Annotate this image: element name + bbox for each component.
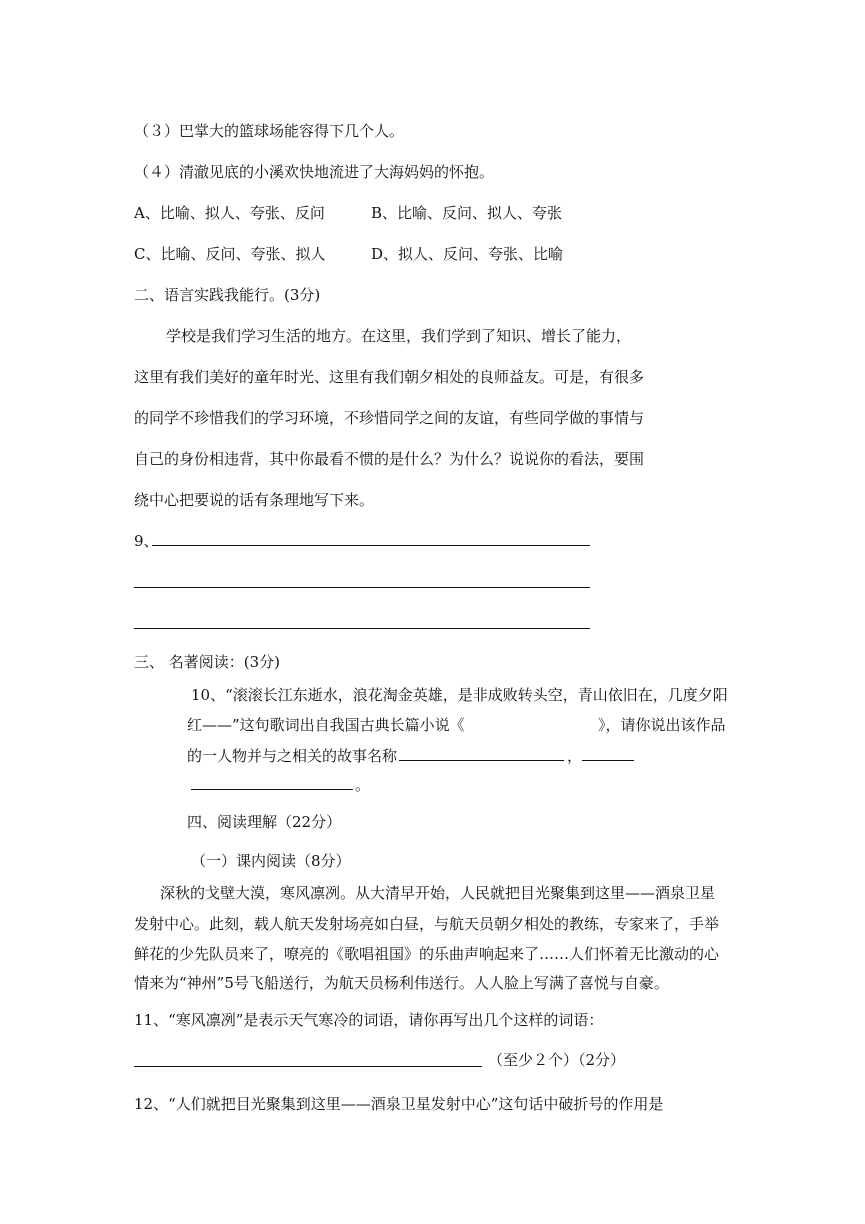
passage-line: 情来为“神州”5号飞船送行，为航天员杨利伟送行。人人脸上写满了喜悦与自豪。 [134,974,669,992]
question-10-period: 。 [355,776,371,794]
section-2-paragraph-line: 的同学不珍惜我们的学习环境，不珍惜同学之间的友谊，有些同学做的事情与 [134,409,645,427]
question-11: 11、“寒风凛冽”是表示天气寒冷的词语，请你再写出几个这样的词语： [134,1011,604,1029]
answer-line[interactable] [152,545,590,546]
section-2-heading: 二、语言实践我能行。(3分) [134,286,321,304]
question-10-line: 》，请你说出该作品 [598,716,726,734]
section-4-heading: 四、阅读理解（22分） [187,813,342,831]
section-2-paragraph-line: 绕中心把要说的话有条理地写下来。 [134,491,375,509]
answer-blank[interactable] [191,789,353,790]
passage-line: 鲜花的少先队员来了，嘹亮的《歌唱祖国》的乐曲声响起来了……人们怀着无比激动的心 [134,945,720,963]
answer-line[interactable] [134,587,590,588]
question-item-4: （４）清澈见底的小溪欢快地流进了大海妈妈的怀抱。 [134,163,495,181]
question-10-line: 红——”这句歌词出自我国古典长篇小说《 [187,716,465,734]
question-10-line: 10、“滚滚长江东逝水，浪花淘金英雄，是非成败转头空，青山依旧在，几度夕阳 [191,686,728,704]
answer-line[interactable] [134,628,590,629]
option-b: B、比喻、反问、拟人、夸张 [371,204,563,222]
passage-line: 发射中心。此刻，载人航天发射场亮如白昼，与航天员朝夕相处的教练，专家来了，手举 [134,915,720,933]
option-d: D、拟人、反问、夸张、比喻 [371,245,564,263]
section-3-heading: 三、 名著阅读：(3分) [134,653,281,671]
question-10-comma: ， [567,747,583,765]
question-9-label: 9、 [134,532,159,550]
section-2-paragraph-line: 自己的身份相违背，其中你最看不惯的是什么？为什么？说说你的看法，要围 [134,450,645,468]
question-item-3: （３）巴掌大的篮球场能容得下几个人。 [134,122,405,140]
answer-blank[interactable] [399,760,564,761]
section-2-paragraph-line: 学校是我们学习生活的地方。在这里，我们学到了知识、增长了能力， [166,327,632,345]
question-11-tail: （至少２个）（2分） [488,1051,626,1069]
question-12: 12、“人们就把目光聚集到这里——酒泉卫星发射中心”这句话中破折号的作用是 [134,1095,664,1113]
answer-line[interactable] [134,1066,482,1067]
passage-line: 深秋的戈壁大漠，寒风凛冽。从大清早开始，人民就把目光聚集到这里——酒泉卫星 [160,884,716,902]
section-2-paragraph-line: 这里有我们美好的童年时光、这里有我们朝夕相处的良师益友。可是，有很多 [134,368,645,386]
option-a: A、比喻、拟人、夸张、反问 [134,204,325,222]
answer-blank[interactable] [582,760,634,761]
option-c: C、比喻、反问、夸张、拟人 [134,245,326,263]
question-10-line: 的一人物并与之相关的故事名称 [187,747,398,765]
section-4-sub-heading: （一）课内阅读（8分） [191,852,351,870]
